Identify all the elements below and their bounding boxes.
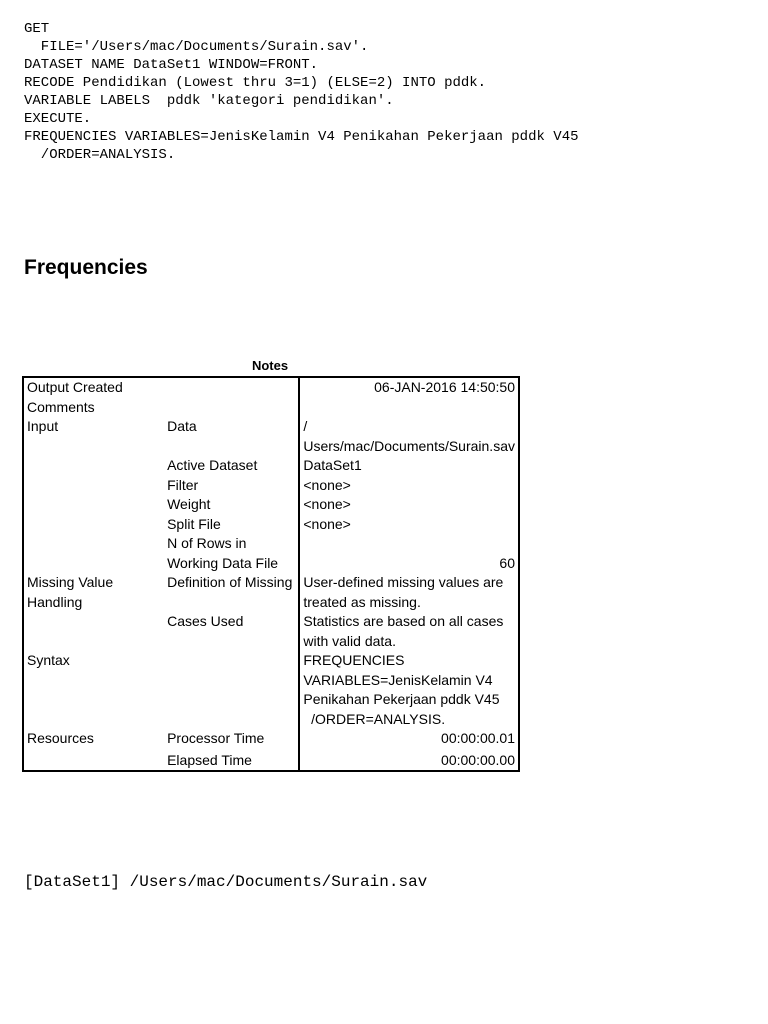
row-sublabel: Processor Time (167, 730, 265, 746)
row-sublabel: N of Rows in Working Data File (167, 535, 279, 571)
table-row (23, 729, 519, 749)
table-row (23, 515, 519, 535)
row-label (23, 612, 164, 651)
row-value: <none> (299, 476, 519, 496)
row-sublabel: Elapsed Time (167, 751, 252, 768)
row-value (299, 398, 519, 418)
syntax-line: RECODE Pendidikan (Lowest thru 3=1) (ELSE=2) INTO pddk. (24, 75, 487, 91)
row-label (23, 749, 164, 772)
row-label (23, 476, 164, 496)
row-label (23, 534, 164, 573)
table-row (23, 534, 519, 573)
row-label: Resources (27, 730, 94, 746)
row-value: 00:00:00.00 (299, 749, 519, 772)
syntax-line: VARIABLE LABELS pddk 'kategori pendidikan'. (24, 93, 394, 109)
syntax-line: FREQUENCIES VARIABLES=JenisKelamin V4 Penikahan Pekerjaan pddk V45 (24, 129, 579, 145)
table-row (23, 749, 519, 772)
row-sublabel: Weight (167, 496, 211, 512)
table-row (23, 651, 519, 729)
row-sublabel: Filter (167, 476, 199, 493)
row-sublabel (164, 651, 299, 729)
syntax-line: EXECUTE. (24, 111, 92, 127)
row-sublabel: Data (167, 418, 197, 434)
dataset-path-line: [DataSet1] /Users/mac/Documents/Surain.sav (24, 873, 428, 891)
row-value: 06-JAN-2016 14:50:50 (299, 377, 519, 398)
row-value: 00:00:00.01 (299, 729, 519, 749)
syntax-line: GET (24, 21, 50, 37)
row-sublabel: Active Dataset (167, 457, 258, 473)
table-row (23, 417, 519, 456)
syntax-line: FILE='/Users/mac/Documents/Surain.sav'. (24, 39, 369, 55)
row-value: 60 (299, 534, 519, 573)
table-row (23, 398, 519, 418)
row-value: / Users/mac/Documents/Surain.sav (299, 417, 519, 456)
table-row (23, 612, 519, 651)
syntax-block (24, 20, 579, 164)
row-label: Output Created (27, 379, 123, 395)
frequencies-heading: Frequencies (24, 256, 148, 279)
row-value: User-defined missing values are treated as missing. (299, 573, 519, 612)
row-label (23, 456, 164, 476)
table-row (23, 573, 519, 612)
row-sublabel (164, 377, 299, 398)
row-sublabel: Cases Used (167, 613, 244, 629)
table-row (23, 476, 519, 496)
notes-table (22, 376, 520, 772)
row-label (23, 495, 164, 515)
syntax-line: DATASET NAME DataSet1 WINDOW=FRONT. (24, 57, 319, 73)
table-row (23, 495, 519, 515)
row-sublabel: Split File (167, 515, 221, 532)
row-sublabel: Definition of Missing (167, 574, 293, 590)
row-value: Statistics are based on all cases with valid data. (299, 612, 519, 651)
row-sublabel (164, 398, 299, 418)
notes-table-title: Notes (251, 358, 289, 373)
row-value: DataSet1 (299, 456, 519, 476)
row-label: Syntax (27, 652, 70, 668)
row-label (23, 515, 164, 535)
row-value: <none> (299, 515, 519, 535)
syntax-line: /ORDER=ANALYSIS. (24, 147, 176, 163)
row-label: Missing Value Handling (27, 574, 114, 610)
row-value: FREQUENCIES VARIABLES=JenisKelamin V4 Penikahan Pekerjaan pddk V45 /ORDER=ANALYSIS. (299, 651, 519, 729)
row-value: <none> (299, 495, 519, 515)
row-label: Input (27, 418, 59, 434)
table-row (23, 377, 519, 398)
row-label: Comments (27, 398, 95, 415)
table-row (23, 456, 519, 476)
